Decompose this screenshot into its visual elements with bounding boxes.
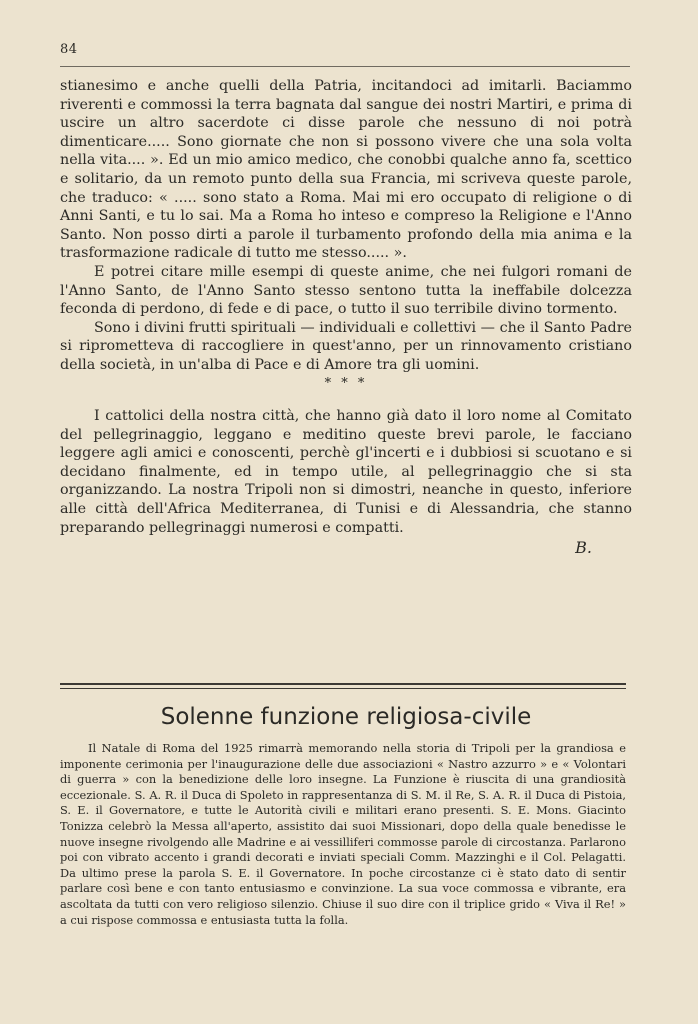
page-number: 84 [60,42,78,57]
paragraph-spiritual-fruits: Sono i divini frutti spirituali — individuali e collettivi — che il Santo Padre si riprometteva di raccogliere in quest'anno, per un rinnovamento cristiano della società, in un'alba di Pace e di Amore tra gli uomini. [60,319,632,373]
section-separator: * * * [324,375,368,391]
section-divider-thick [60,683,626,685]
spacer [60,393,632,407]
header-rule [60,66,630,67]
section-divider-thin [60,688,626,689]
author-signature: B. [575,538,592,558]
article-title: Solenne funzione religiosa-civile [160,704,532,730]
paragraph-examples: E potrei citare mille esempi di queste anime, che nei fulgori romani de l'Anno Santo, de l'Anno Santo stesso sentono tutta la ineffabile dolcezza feconda di perdono, di fede e di pace, o tutto il suo terribile divino tormento. [60,263,632,318]
article-paragraph: Il Natale di Roma del 1925 rimarrà memorando nella storia di Tripoli per la grandiosa e imponente cerimonia per l'inaugurazione delle due associazioni « Nastro azzurro » e « Volontari di guerra » con la benedizione delle loro insegne. La Funzione è riuscita di una grandiosità eccezionale. S. A. R. il Duca di Spoleto in rappresentanza di S. M. il Re, S. A. R. il Duca di Pistoia, S. E. il Governatore, e tutte le Autorità civili e militari erano presenti. S. E. Mons. Giacinto Tonizza celebrò la Messa all'aperto, assistito dai suoi Missionari, dopo della quale benedisse le nuove insegne rivolgendo alle Madrine e ai vessilliferi commosse parole di circostanza. Parlarono poi con vibrato accento i grandi decorati e inviati speciali Comm. Mazzinghi e il Col. Pelagatti. Da ultimo prese la parola S. E. il Governatore. In poche circostanze ci è stato dato di sentir parlare così bene e con tanto entusiasmo e convinzione. La sua voce commossa e vibrante, era ascoltata da tutti con vero religioso silenzio. Chiuse il suo dire con il triplice grido « Viva il Re! » a cui rispose commossa e entusiasta tutta la folla. [60,741,626,927]
paragraph-closing: I cattolici della nostra città, che hanno già dato il loro nome al Comitato del pellegrinaggio, leggano e meditino queste brevi parole, le facciano leggere agli amici e conoscenti, perchè gl'incerti e i dubbiosi si scuotano e si decidano finalmente, ed in tempo utile, al pellegrinaggio che si sta organizzando. La nostra Tripoli non si dimostri, neanche in questo, inferiore alle città dell'Africa Mediterranea, di Tunisi e di Alessandria, che stanno preparando pellegrinaggi numerosi e compatti. [60,408,632,536]
main-text [60,77,632,559]
article-body [60,741,626,928]
paragraph-continuation: stianesimo e anche quelli della Patria, incitandoci ad imitarli. Baciammo riverenti e commossi la terra bagnata dal sangue dei nostri Martiri, e prima di uscire un altro sacerdote ci disse parole che nessuno di noi potrà dimenticare..... Sono giornate che non si possono vivere che una sola volta nella vita.... ». Ed un mio amico medico, che conobbi qualche anno fa, scettico e solitario, da un remoto punto della sua Francia, mi scriveva queste parole, che traduco: « ..... sono stato a Roma. Mai mi ero occupato di religione o di Anni Santi, e tu lo sai. Ma a Roma ho inteso e compreso la Religione e l'Anno Santo. Non posso dirti a parole il turbamento profondo della mia anima e la trasformazione radicale di tutto me stesso..... ». [60,78,632,262]
